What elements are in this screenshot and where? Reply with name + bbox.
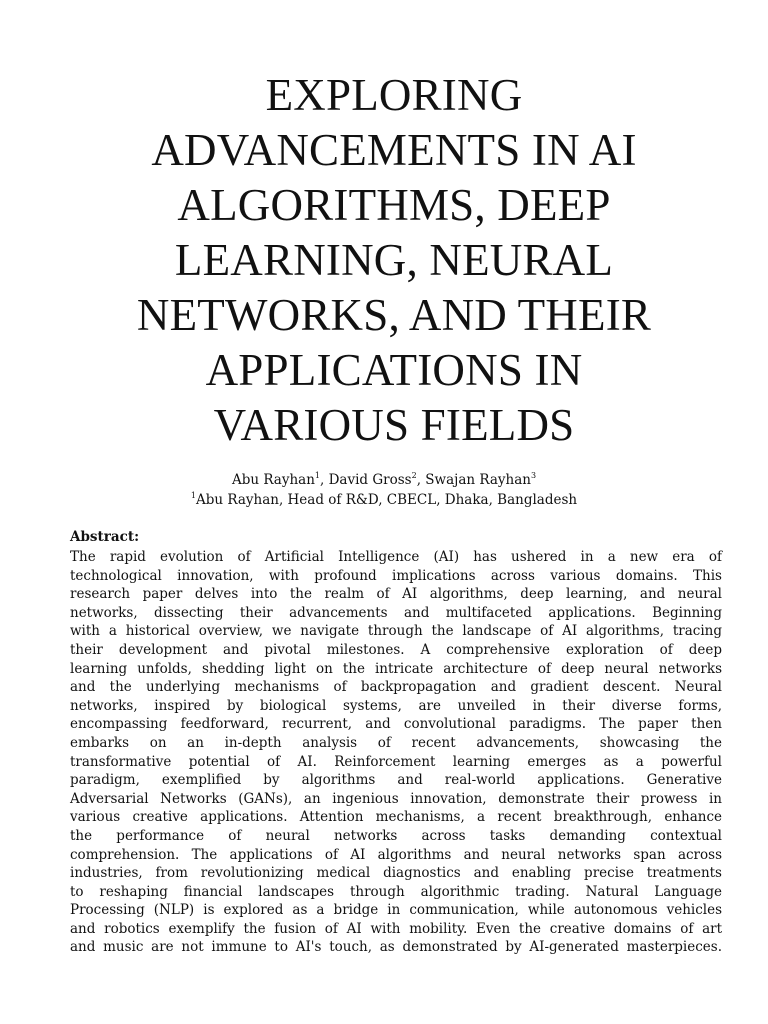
author-name: Swajan Rayhan bbox=[425, 472, 531, 488]
affiliation-mark: 1 bbox=[190, 491, 196, 500]
abstract-line: The rapid evolution of Artificial Intelligence (AI) has ushered in a new era of bbox=[70, 549, 722, 565]
paper-title bbox=[60, 68, 728, 453]
author-name: David Gross bbox=[328, 472, 412, 488]
title-line: ADVANCEMENTS IN AI bbox=[151, 125, 637, 175]
affiliation-text: Abu Rayhan, Head of R&D, CBECL, Dhaka, Bangladesh bbox=[195, 492, 578, 508]
abstract-line: and music are not immune to AI's touch, as demonstrated by AI-generated masterpieces. bbox=[70, 939, 722, 956]
abstract-line: to reshaping financial landscapes through algorithmic trading. Natural Language bbox=[70, 883, 722, 900]
abstract-line: technological innovation, with profound implications across various domains. This bbox=[70, 567, 722, 584]
title-line: NETWORKS, AND THEIR bbox=[136, 290, 652, 340]
abstract-line: and robotics exemplify the fusion of AI with mobility. Even the creative domains of art bbox=[70, 920, 722, 937]
abstract-line: their development and pivotal milestones. A comprehensive exploration of deep bbox=[70, 641, 722, 658]
abstract-line: transformative potential of AI. Reinforcement learning emerges as a powerful bbox=[70, 753, 722, 770]
title-line: EXPLORING bbox=[265, 70, 523, 120]
abstract-line: and the underlying mechanisms of backpropagation and gradient descent. Neural bbox=[70, 679, 722, 696]
abstract-line: the performance of neural networks across tasks demanding contextual bbox=[70, 827, 722, 844]
abstract-line: comprehension. The applications of AI algorithms and neural networks span across bbox=[70, 846, 722, 863]
abstract-line: networks, inspired by biological systems, are unveiled in their diverse forms, bbox=[70, 697, 722, 714]
abstract-line: encompassing feedforward, recurrent, and convolutional paradigms. The paper then bbox=[70, 716, 722, 733]
author-affiliation bbox=[0, 490, 768, 510]
abstract-line: paradigm, exemplified by algorithms and real-world applications. Generative bbox=[70, 772, 722, 789]
author-affiliation-mark: 1 bbox=[314, 471, 321, 480]
author-affiliation-mark: 3 bbox=[530, 471, 537, 480]
abstract-line: industries, from revolutionizing medical diagnostics and enabling precise treatments bbox=[70, 865, 722, 882]
abstract-body bbox=[70, 548, 722, 957]
title-line: ALGORITHMS, DEEP bbox=[177, 180, 611, 230]
abstract-line: various creative applications. Attention mechanisms, a recent breakthrough, enhance bbox=[70, 809, 722, 826]
abstract-heading: Abstract: bbox=[70, 529, 140, 545]
abstract-line: learning unfolds, shedding light on the intricate architecture of deep neural networks bbox=[70, 660, 722, 677]
author-name: Abu Rayhan bbox=[231, 472, 315, 488]
abstract-line: with a historical overview, we navigate through the landscape of AI algorithms, tracing bbox=[70, 623, 722, 640]
abstract-line: networks, dissecting their advancements and multifaceted applications. Beginning bbox=[70, 604, 722, 621]
abstract-line: embarks on an in-depth analysis of recent advancements, showcasing the bbox=[70, 734, 722, 751]
author-affiliation-mark: 2 bbox=[411, 471, 417, 480]
author-separator: , bbox=[320, 472, 329, 488]
title-line: VARIOUS FIELDS bbox=[213, 400, 575, 450]
title-line: LEARNING, NEURAL bbox=[174, 235, 614, 285]
abstract-line: Processing (NLP) is explored as a bridge in communication, while autonomous vehicles bbox=[70, 902, 722, 919]
abstract-line: research paper delves into the realm of AI algorithms, deep learning, and neural bbox=[70, 586, 722, 603]
author-separator: , bbox=[416, 472, 426, 488]
title-line: APPLICATIONS IN bbox=[205, 345, 583, 395]
author-list bbox=[0, 470, 768, 490]
abstract-line: Adversarial Networks (GANs), an ingenious innovation, demonstrate their prowess in bbox=[70, 790, 722, 807]
